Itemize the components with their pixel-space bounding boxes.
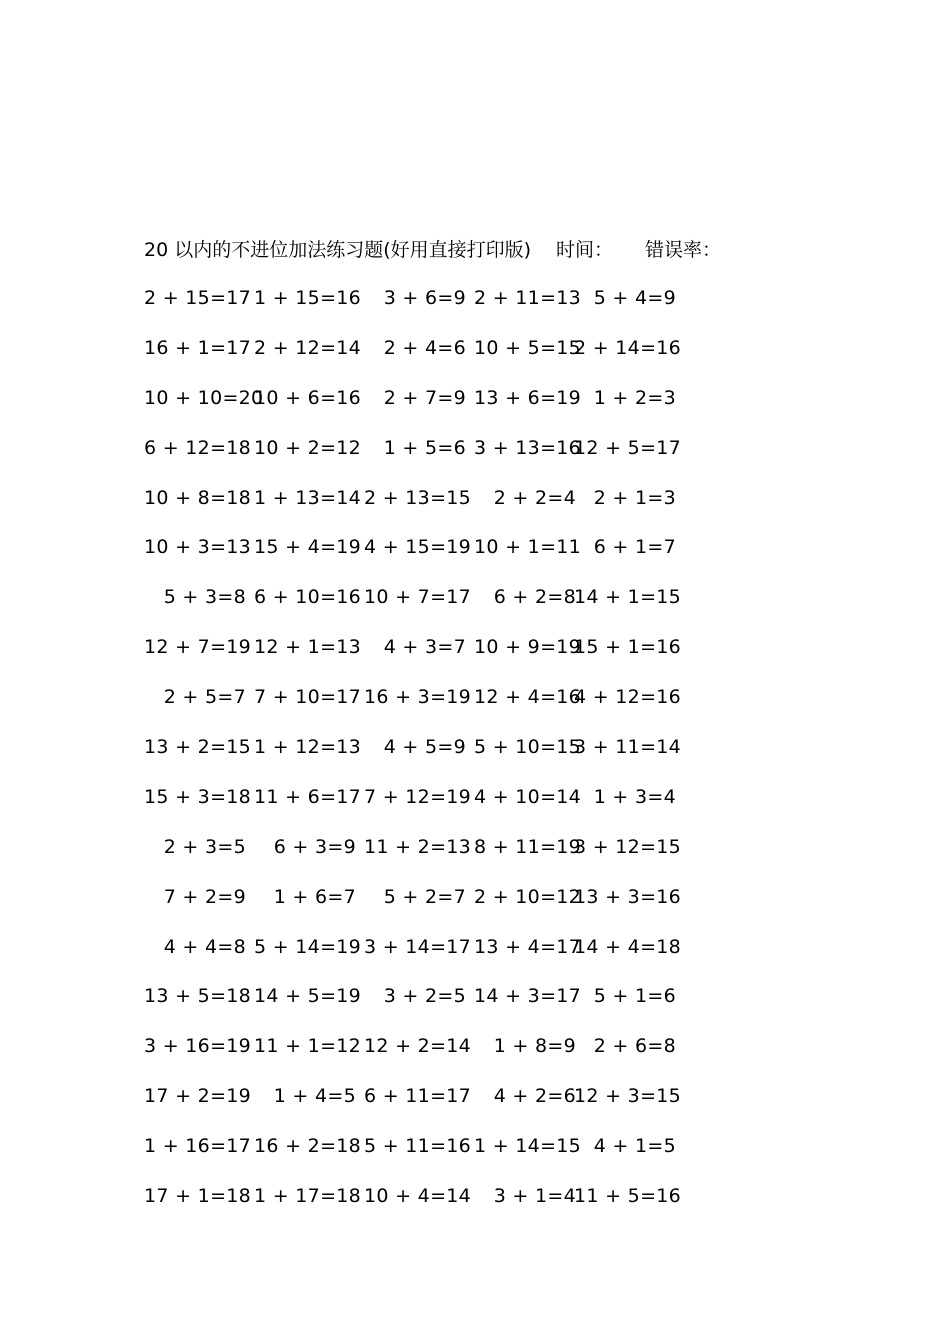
problem-row [144, 633, 704, 683]
addition-problem: 16 + 1=17 [144, 336, 252, 359]
addition-problem: 2 + 7=9 [383, 386, 466, 409]
problem-row [144, 683, 704, 733]
addition-problem: 6 + 10=16 [254, 586, 362, 609]
addition-problem: 17 + 2=19 [144, 1085, 252, 1108]
addition-problem: 12 + 1=13 [254, 636, 362, 659]
addition-problem: 4 + 1=5 [593, 1135, 676, 1158]
addition-problem: 1 + 2=3 [593, 386, 676, 409]
addition-problem: 10 + 4=14 [364, 1185, 472, 1208]
addition-problem: 5 + 11=16 [364, 1135, 472, 1158]
addition-problem: 1 + 13=14 [254, 486, 362, 509]
addition-problem: 12 + 5=17 [574, 436, 682, 459]
addition-problem: 1 + 3=4 [593, 785, 676, 808]
addition-problem: 10 + 6=16 [254, 386, 362, 409]
addition-problem: 2 + 5=7 [163, 686, 246, 709]
addition-problem: 1 + 15=16 [254, 287, 362, 309]
addition-problem: 10 + 3=13 [144, 536, 252, 559]
addition-problem: 2 + 11=13 [474, 287, 582, 309]
addition-problem: 10 + 1=11 [474, 536, 582, 559]
problem-row [144, 384, 704, 434]
addition-problem: 10 + 7=17 [364, 586, 472, 609]
addition-problem: 11 + 1=12 [254, 1035, 362, 1058]
addition-problem: 16 + 3=19 [364, 686, 472, 709]
addition-problem: 7 + 2=9 [163, 885, 246, 908]
addition-problem: 15 + 3=18 [144, 785, 252, 808]
addition-problem: 12 + 2=14 [364, 1035, 472, 1058]
addition-problem: 1 + 14=15 [474, 1135, 582, 1158]
problem-row [144, 783, 704, 833]
addition-problem: 6 + 2=8 [493, 586, 576, 609]
addition-problem: 14 + 1=15 [574, 586, 682, 609]
problem-row [144, 833, 704, 883]
problem-row [144, 883, 704, 933]
addition-problem: 7 + 12=19 [364, 785, 472, 808]
addition-problem: 4 + 10=14 [474, 785, 582, 808]
addition-problem: 17 + 1=18 [144, 1185, 252, 1208]
addition-problem: 4 + 2=6 [493, 1085, 576, 1108]
addition-problem: 14 + 5=19 [254, 985, 362, 1008]
addition-problem: 13 + 3=16 [574, 885, 682, 908]
problem-row [144, 982, 704, 1032]
addition-problem: 6 + 11=17 [364, 1085, 472, 1108]
addition-problem: 3 + 6=9 [383, 287, 466, 309]
addition-problem: 3 + 2=5 [383, 985, 466, 1008]
addition-problem: 5 + 3=8 [163, 586, 246, 609]
addition-problem: 2 + 3=5 [163, 835, 246, 858]
addition-problem: 1 + 17=18 [254, 1185, 362, 1208]
addition-problem: 10 + 5=15 [474, 336, 582, 359]
addition-problem: 3 + 16=19 [144, 1035, 252, 1058]
time-label: 时间： [556, 239, 614, 261]
error-rate-label: 错误率： [645, 239, 722, 261]
addition-problem: 12 + 7=19 [144, 636, 252, 659]
addition-problem: 4 + 3=7 [383, 636, 466, 659]
addition-problem: 13 + 5=18 [144, 985, 252, 1008]
addition-problem: 2 + 6=8 [593, 1035, 676, 1058]
addition-problem: 3 + 11=14 [574, 736, 682, 759]
addition-problem: 4 + 5=9 [383, 736, 466, 759]
addition-problem: 3 + 12=15 [574, 835, 682, 858]
problem-row [144, 933, 704, 983]
problem-row [144, 1182, 704, 1232]
addition-problem: 14 + 3=17 [474, 985, 582, 1008]
addition-problem: 14 + 4=18 [574, 935, 682, 958]
addition-problem: 5 + 1=6 [593, 985, 676, 1008]
addition-problem: 1 + 4=5 [273, 1085, 356, 1108]
addition-problem: 10 + 2=12 [254, 436, 362, 459]
addition-problem: 15 + 1=16 [574, 636, 682, 659]
addition-problem: 3 + 14=17 [364, 935, 472, 958]
problem-row [144, 733, 704, 783]
addition-problem: 6 + 12=18 [144, 436, 252, 459]
problem-row [144, 1082, 704, 1132]
addition-problem: 11 + 6=17 [254, 785, 362, 808]
problem-row [144, 533, 704, 583]
addition-problem: 10 + 9=19 [474, 636, 582, 659]
addition-problem: 2 + 15=17 [144, 287, 252, 309]
problem-grid [144, 284, 704, 1232]
addition-problem: 1 + 6=7 [273, 885, 356, 908]
problem-row [144, 1032, 704, 1082]
addition-problem: 5 + 10=15 [474, 736, 582, 759]
worksheet-title: 20 以内的不进位加法练习题(好用直接打印版) [144, 239, 532, 261]
addition-problem: 5 + 14=19 [254, 935, 362, 958]
addition-problem: 8 + 11=19 [474, 835, 582, 858]
addition-problem: 11 + 5=16 [574, 1185, 682, 1208]
addition-problem: 16 + 2=18 [254, 1135, 362, 1158]
addition-problem: 4 + 15=19 [364, 536, 472, 559]
problem-row [144, 484, 704, 534]
addition-problem: 3 + 13=16 [474, 436, 582, 459]
addition-problem: 5 + 4=9 [593, 287, 676, 309]
addition-problem: 2 + 14=16 [574, 336, 682, 359]
addition-problem: 2 + 4=6 [383, 336, 466, 359]
addition-problem: 12 + 3=15 [574, 1085, 682, 1108]
addition-problem: 4 + 4=8 [163, 935, 246, 958]
addition-problem: 6 + 3=9 [273, 835, 356, 858]
problem-row [144, 434, 704, 484]
addition-problem: 13 + 4=17 [474, 935, 582, 958]
addition-problem: 1 + 5=6 [383, 436, 466, 459]
addition-problem: 11 + 2=13 [364, 835, 472, 858]
addition-problem: 2 + 2=4 [493, 486, 576, 509]
addition-problem: 1 + 12=13 [254, 736, 362, 759]
worksheet-header [144, 236, 784, 264]
addition-problem: 13 + 6=19 [474, 386, 582, 409]
addition-problem: 7 + 10=17 [254, 686, 362, 709]
addition-problem: 4 + 12=16 [574, 686, 682, 709]
addition-problem: 12 + 4=16 [474, 686, 582, 709]
addition-problem: 15 + 4=19 [254, 536, 362, 559]
addition-problem: 10 + 8=18 [144, 486, 252, 509]
addition-problem: 2 + 13=15 [364, 486, 472, 509]
addition-problem: 1 + 16=17 [144, 1135, 252, 1158]
problem-row [144, 583, 704, 633]
addition-problem: 3 + 1=4 [493, 1185, 576, 1208]
problem-row [144, 1132, 704, 1182]
addition-problem: 13 + 2=15 [144, 736, 252, 759]
addition-problem: 2 + 12=14 [254, 336, 362, 359]
addition-problem: 2 + 1=3 [593, 486, 676, 509]
problem-row [144, 334, 704, 384]
addition-problem: 5 + 2=7 [383, 885, 466, 908]
addition-problem: 10 + 10=20 [144, 386, 264, 409]
problem-row [144, 284, 704, 334]
addition-problem: 1 + 8=9 [493, 1035, 576, 1058]
addition-problem: 2 + 10=12 [474, 885, 582, 908]
addition-problem: 6 + 1=7 [593, 536, 676, 559]
